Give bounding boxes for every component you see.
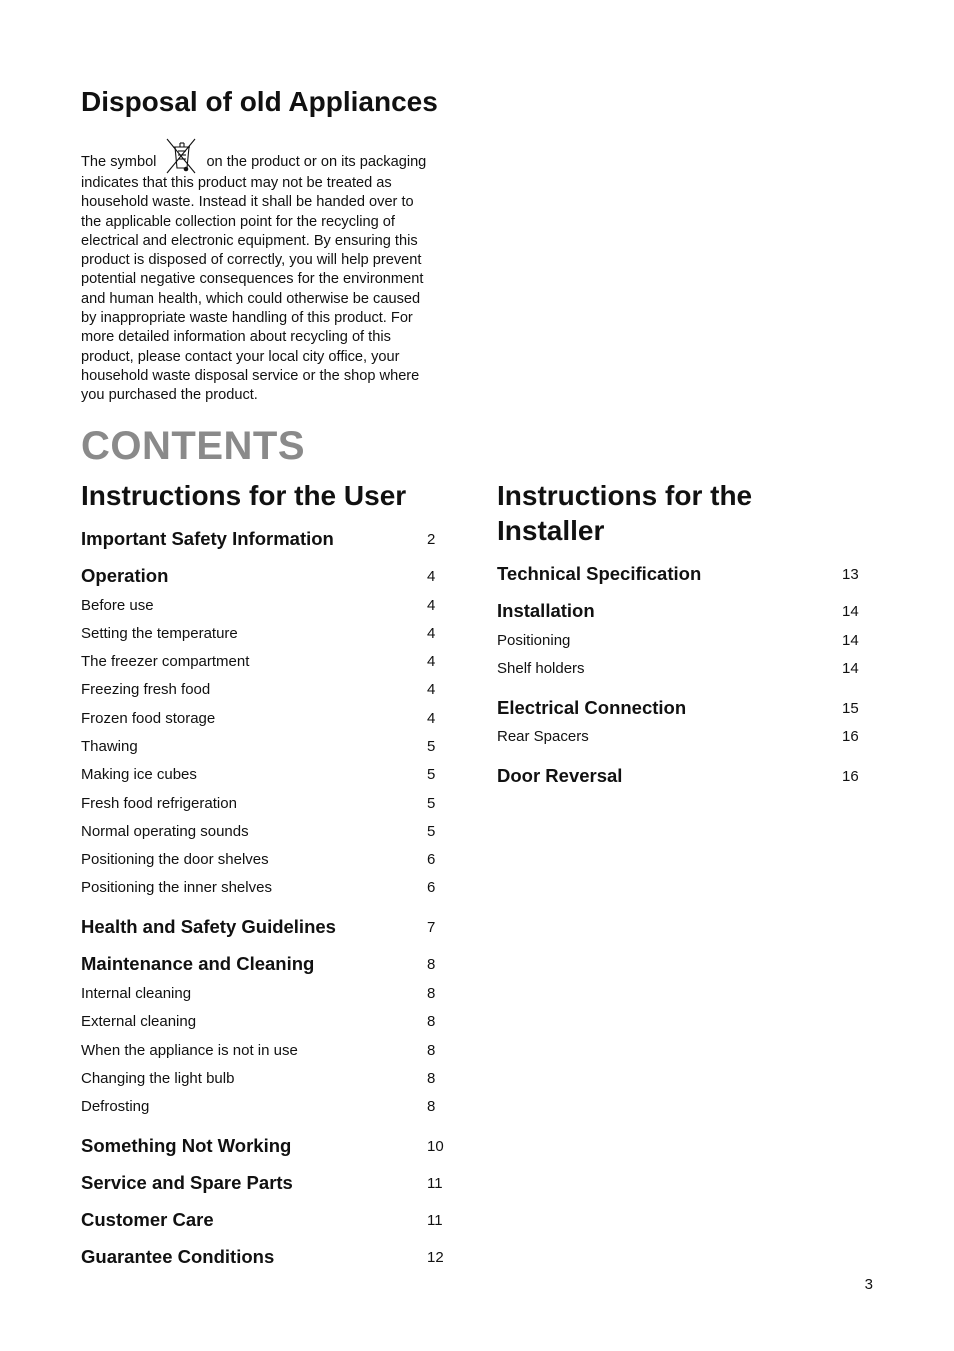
toc-label: Defrosting — [81, 1098, 150, 1116]
toc-page-number: 5 — [427, 766, 436, 784]
toc-section — [81, 1246, 461, 1268]
disposal-line: more detailed information about recycling of this — [81, 329, 391, 346]
toc-page-number: 14 — [842, 631, 859, 649]
toc-label: External cleaning — [81, 1013, 197, 1031]
toc-page-number: 8 — [427, 984, 436, 1002]
user-toc-list — [81, 528, 461, 1268]
toc-subsection — [81, 653, 461, 673]
toc-label: Service and Spare Parts — [81, 1172, 293, 1194]
toc-page-number: 6 — [427, 879, 436, 897]
toc-page-number: 11 — [427, 1175, 443, 1193]
toc-subsection — [81, 1042, 461, 1062]
toc-label: Electrical Connection — [497, 696, 687, 718]
toc-section — [81, 1209, 461, 1231]
toc-label: Changing the light bulb — [81, 1069, 235, 1087]
toc-page-number: 15 — [842, 699, 859, 717]
disposal-line: you purchased the product. — [81, 387, 258, 404]
toc-subsection — [81, 766, 461, 786]
toc-label: Setting the temperature — [81, 624, 238, 642]
toc-section — [497, 697, 877, 719]
text-before-symbol: The symbol — [81, 153, 157, 170]
toc-label: Technical Specification — [497, 563, 702, 584]
toc-label: Operation — [81, 565, 169, 586]
toc-page-number: 16 — [842, 728, 859, 746]
toc-page-number: 10 — [427, 1138, 444, 1156]
toc-section — [81, 1172, 461, 1194]
toc-subsection — [81, 597, 461, 617]
toc-page-number: 5 — [427, 737, 436, 755]
toc-label: Maintenance and Cleaning — [81, 953, 315, 975]
installer-heading-line-1: Instructions for the — [497, 480, 753, 511]
toc-subsection — [81, 738, 461, 758]
disposal-line: potential negative consequences for the environment — [81, 271, 424, 288]
disposal-line: product, please contact your local city office, your — [81, 348, 400, 365]
toc-subsection — [497, 660, 877, 680]
disposal-line: by inappropriate waste handling of this product. For — [81, 310, 413, 327]
toc-label: Before use — [81, 596, 154, 614]
user-instructions-heading: Instructions for the User — [81, 480, 407, 511]
contents-title: CONTENTS — [81, 424, 305, 468]
toc-subsection — [81, 879, 461, 899]
toc-subsection — [81, 823, 461, 843]
toc-subsection — [81, 1098, 461, 1118]
page-number: 3 — [864, 1276, 873, 1293]
toc-page-number: 8 — [427, 1098, 436, 1116]
toc-section — [81, 953, 461, 975]
toc-page-number: 12 — [427, 1249, 444, 1267]
toc-subsection — [81, 851, 461, 871]
toc-subsection — [497, 728, 877, 748]
disposal-first-line — [81, 128, 461, 174]
disposal-line: product is disposed of correctly, you will help prevent — [81, 252, 422, 269]
toc-subsection — [81, 1070, 461, 1090]
toc-label: Making ice cubes — [81, 766, 197, 784]
toc-label: Fresh food refrigeration — [81, 794, 237, 812]
toc-label: Important Safety Information — [81, 528, 334, 549]
toc-page-number: 8 — [427, 1041, 436, 1059]
toc-label: Shelf holders — [497, 659, 585, 677]
toc-section — [497, 600, 877, 622]
disposal-line: indicates that this product may not be treated as — [81, 175, 392, 191]
toc-section — [81, 565, 461, 587]
crossed-out-wheelie-bin-icon — [164, 138, 198, 176]
toc-subsection — [81, 710, 461, 730]
toc-subsection — [497, 632, 877, 652]
toc-label: Freezing fresh food — [81, 681, 211, 699]
installer-heading-line-2: Installer — [497, 515, 605, 546]
toc-page-number: 4 — [427, 624, 436, 642]
toc-page-number: 4 — [427, 709, 436, 727]
toc-page-number: 7 — [427, 919, 436, 937]
disposal-title: Disposal of old Appliances — [81, 86, 438, 117]
toc-section — [81, 916, 461, 938]
toc-section — [497, 563, 877, 585]
toc-section — [81, 528, 461, 550]
toc-subsection — [81, 681, 461, 701]
toc-page-number: 13 — [842, 566, 859, 583]
toc-page-number: 4 — [427, 568, 436, 585]
toc-label: The freezer compartment — [81, 653, 250, 671]
toc-page-number: 8 — [427, 956, 436, 974]
toc-label: Positioning the inner shelves — [81, 879, 272, 897]
installer-instructions-heading — [497, 478, 837, 548]
disposal-text — [81, 174, 461, 406]
toc-subsection — [81, 1013, 461, 1033]
toc-label: Internal cleaning — [81, 984, 192, 1002]
toc-page-number: 16 — [842, 768, 859, 786]
toc-page-number: 8 — [427, 1013, 436, 1031]
toc-page-number: 5 — [427, 794, 436, 812]
toc-page-number: 11 — [427, 1212, 443, 1230]
toc-label: Customer Care — [81, 1209, 214, 1231]
toc-page-number: 4 — [427, 596, 436, 614]
toc-page-number: 14 — [842, 603, 859, 620]
toc-label: Installation — [497, 600, 595, 621]
disposal-line: the applicable collection point for the recycling of — [81, 213, 395, 230]
toc-label: Door Reversal — [497, 765, 623, 787]
toc-section — [81, 1135, 461, 1157]
toc-label: Positioning the door shelves — [81, 851, 269, 869]
toc-subsection — [81, 625, 461, 645]
toc-label: Normal operating sounds — [81, 822, 249, 840]
toc-label: Health and Safety Guidelines — [81, 916, 336, 938]
toc-subsection — [81, 795, 461, 815]
disposal-line: household waste disposal service or the shop where — [81, 367, 420, 384]
disposal-line: household waste. Instead it shall be handed over to — [81, 194, 414, 211]
toc-label: Guarantee Conditions — [81, 1246, 275, 1268]
disposal-line: and human health, which could otherwise be caused — [81, 290, 421, 307]
installer-toc-list — [497, 563, 877, 787]
toc-subsection — [81, 985, 461, 1005]
toc-page-number: 4 — [427, 681, 436, 699]
toc-label: When the appliance is not in use — [81, 1041, 298, 1059]
toc-page-number: 2 — [427, 531, 436, 548]
disposal-line: electrical and electronic equipment. By ensuring this — [81, 232, 418, 249]
toc-page-number: 4 — [427, 653, 436, 671]
toc-page-number: 6 — [427, 851, 436, 869]
toc-label: Something Not Working — [81, 1135, 292, 1157]
toc-label: Positioning — [497, 631, 571, 649]
toc-page-number: 5 — [427, 822, 436, 840]
toc-label: Rear Spacers — [497, 728, 589, 746]
toc-page-number: 8 — [427, 1069, 436, 1087]
disposal-paragraph — [81, 128, 461, 406]
toc-label: Thawing — [81, 737, 138, 755]
text-after-symbol: on the product or on its packaging — [206, 153, 427, 170]
toc-section — [497, 765, 877, 787]
toc-label: Frozen food storage — [81, 709, 216, 727]
toc-page-number: 14 — [842, 659, 859, 677]
